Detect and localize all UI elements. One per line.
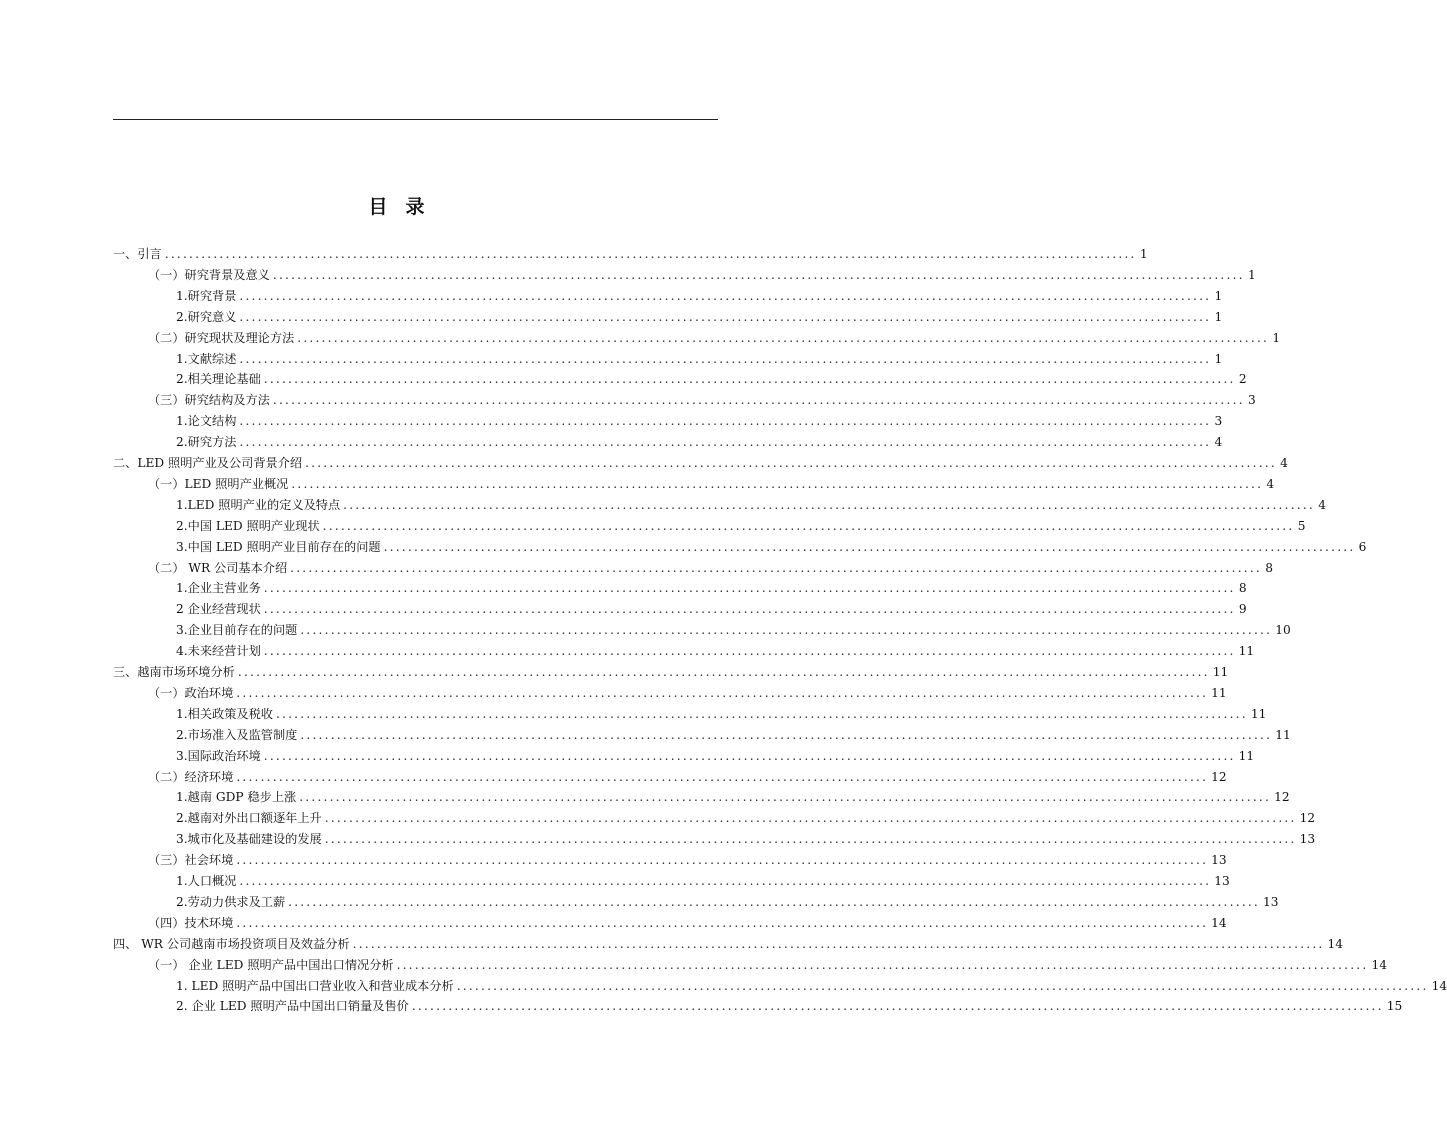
- toc-leader-dots: ................................................................................................................................................................: [411, 999, 1384, 1014]
- toc-entry[interactable]: [176, 976, 1447, 997]
- toc-entry[interactable]: [148, 683, 1227, 704]
- toc-title-char-2: 录: [405, 196, 425, 218]
- toc-entry-page-number: 4: [1318, 497, 1326, 512]
- toc-entry[interactable]: [176, 725, 1291, 746]
- toc-leader-dots: ................................................................................................................................................................: [239, 435, 1212, 450]
- toc-leader-dots: ................................................................................................................................................................: [352, 936, 1325, 951]
- toc-entry-page-number: 14: [1211, 915, 1227, 930]
- toc-leader-dots: ................................................................................................................................................................: [239, 414, 1212, 429]
- toc-entry[interactable]: [113, 934, 1344, 955]
- toc-leader-dots: ................................................................................................................................................................: [239, 351, 1212, 366]
- toc-entry-page-number: 1: [1214, 288, 1223, 303]
- toc-leader-dots: ................................................................................................................................................................: [263, 372, 1236, 387]
- toc-entry-label: 3.中国 LED 照明产业目前存在的问题: [176, 539, 381, 554]
- toc-entry-page-number: 5: [1297, 518, 1306, 533]
- toc-entry[interactable]: [148, 474, 1275, 495]
- toc-entry-label: 1.人口概况: [176, 874, 237, 888]
- toc-leader-dots: ................................................................................................................................................................: [239, 288, 1212, 303]
- toc-entry-page-number: 13: [1299, 832, 1316, 847]
- toc-entry-page-number: 11: [1211, 685, 1227, 700]
- toc-entry-label: 2. 企业 LED 照明产品中国出口销量及售价: [176, 999, 409, 1014]
- toc-entry-label: （二）经济环境: [148, 769, 234, 784]
- toc-entry[interactable]: [148, 558, 1273, 579]
- toc-entry[interactable]: [176, 599, 1247, 620]
- toc-entry-label: 四、 WR 公司越南市场投资项目及效益分析: [113, 936, 350, 951]
- toc-entry-label: （一）LED 照明产业概况: [148, 476, 289, 491]
- toc-entry-label: 2 企业经营现状: [176, 602, 261, 617]
- toc-leader-dots: ................................................................................................................................................................: [305, 456, 1277, 470]
- toc-leader-dots: ................................................................................................................................................................: [322, 518, 1295, 533]
- toc-entry-page-number: 1: [1272, 330, 1281, 345]
- toc-entry-label: 2.研究意义: [176, 309, 237, 324]
- toc-entry-label: （一）研究背景及意义: [148, 267, 270, 282]
- toc-leader-dots: ................................................................................................................................................................: [297, 330, 1270, 345]
- toc-leader-dots: ................................................................................................................................................................: [236, 853, 1209, 868]
- toc-entry-label: （一） 企业 LED 照明产品中国出口情况分析: [148, 957, 394, 972]
- toc-leader-dots: ................................................................................................................................................................: [236, 769, 1209, 784]
- toc-entry-label: 2.研究方法: [176, 435, 237, 450]
- toc-entry-page-number: 1: [1214, 309, 1223, 324]
- toc-entry-label: 2.相关理论基础: [176, 372, 261, 387]
- toc-entry-page-number: 11: [1238, 748, 1255, 763]
- toc-entry-page-number: 8: [1238, 581, 1247, 596]
- toc-leader-dots: ................................................................................................................................................................: [275, 706, 1248, 721]
- toc-leader-dots: ................................................................................................................................................................: [300, 727, 1273, 742]
- toc-leader-dots: ................................................................................................................................................................: [456, 978, 1429, 993]
- toc-entry[interactable]: [176, 704, 1267, 725]
- toc-leader-dots: ................................................................................................................................................................: [324, 811, 1297, 826]
- toc-entry[interactable]: [148, 767, 1227, 788]
- toc-entry-page-number: 11: [1238, 644, 1255, 659]
- toc-title-char-1: 目: [368, 196, 388, 218]
- toc-entry[interactable]: [148, 955, 1387, 976]
- toc-leader-dots: ................................................................................................................................................................: [272, 393, 1245, 408]
- toc-entry[interactable]: [176, 286, 1223, 307]
- toc-entry[interactable]: [176, 516, 1306, 537]
- toc-entry[interactable]: [176, 892, 1279, 913]
- toc-entry-label: 1. LED 照明产品中国出口营业收入和营业成本分析: [176, 978, 454, 993]
- toc-leader-dots: ................................................................................................................................................................: [239, 309, 1212, 324]
- toc-entry[interactable]: [148, 265, 1256, 286]
- toc-entry[interactable]: [176, 829, 1316, 850]
- toc-entry-page-number: 1: [1247, 267, 1256, 282]
- toc-entry-label: 1.论文结构: [176, 414, 237, 429]
- toc-leader-dots: ................................................................................................................................................................: [291, 476, 1264, 491]
- toc-title: [0, 192, 793, 219]
- toc-leader-dots: ................................................................................................................................................................: [263, 644, 1236, 659]
- toc-entry-label: （三）社会环境: [148, 853, 234, 868]
- toc-entry[interactable]: [113, 453, 1288, 474]
- toc-entry-page-number: 12: [1274, 790, 1290, 805]
- toc-entry-page-number: 9: [1238, 602, 1247, 617]
- toc-entry[interactable]: [176, 537, 1367, 558]
- toc-entry-label: 3.城市化及基础建设的发展: [176, 832, 322, 847]
- toc-entry-label: 1.企业主营业务: [176, 581, 261, 596]
- toc-entry[interactable]: [176, 808, 1316, 829]
- toc-entry-page-number: 2: [1238, 372, 1247, 387]
- header-rule: [113, 119, 718, 120]
- toc-entry-label: 2.劳动力供求及工薪: [176, 894, 286, 909]
- toc-entry-page-number: 12: [1299, 811, 1316, 826]
- toc-entry[interactable]: [148, 913, 1227, 934]
- toc-entry-page-number: 13: [1263, 894, 1279, 909]
- toc-entry[interactable]: [176, 411, 1223, 432]
- toc-leader-dots: ................................................................................................................................................................: [263, 581, 1236, 596]
- toc-entry[interactable]: [176, 495, 1326, 516]
- toc-entry[interactable]: [113, 662, 1229, 683]
- toc-entry-label: 2.市场准入及监管制度: [176, 727, 298, 742]
- toc-leader-dots: ................................................................................................................................................................: [299, 790, 1272, 805]
- toc-entry-page-number: 1: [1214, 351, 1223, 366]
- toc-entry-label: （二） WR 公司基本介绍: [148, 560, 288, 575]
- toc-entry-page-number: 14: [1327, 936, 1344, 951]
- toc-entry[interactable]: [176, 578, 1247, 599]
- toc-entry-page-number: 13: [1214, 874, 1230, 888]
- toc-entry[interactable]: [176, 307, 1223, 328]
- toc-leader-dots: ................................................................................................................................................................: [164, 247, 1137, 261]
- toc-entry[interactable]: [176, 871, 1230, 892]
- toc-leader-dots: ................................................................................................................................................................: [239, 874, 1212, 888]
- toc-entry-page-number: 1: [1139, 247, 1148, 261]
- toc-entry[interactable]: [176, 787, 1290, 808]
- toc-entry-label: 1.相关政策及税收: [176, 706, 273, 721]
- toc-entry-label: （四）技术环境: [148, 915, 234, 930]
- toc-entry-page-number: 10: [1275, 623, 1291, 638]
- toc-entry[interactable]: [176, 641, 1255, 662]
- toc-leader-dots: ................................................................................................................................................................: [263, 748, 1236, 763]
- toc-entry-label: 1.LED 照明产业的定义及特点: [176, 497, 341, 512]
- toc-entry-label: 3.企业目前存在的问题: [176, 623, 298, 638]
- toc-entry-page-number: 3: [1247, 393, 1256, 408]
- toc-entry[interactable]: [176, 349, 1223, 370]
- toc-entry-label: 2.越南对外出口额逐年上升: [176, 811, 322, 826]
- toc-leader-dots: ................................................................................................................................................................: [343, 497, 1315, 512]
- toc-leader-dots: ................................................................................................................................................................: [263, 602, 1236, 617]
- toc-entry-page-number: 13: [1211, 853, 1227, 868]
- toc-entry-label: 一、引言: [113, 247, 162, 261]
- toc-entry-page-number: 8: [1265, 560, 1273, 575]
- toc-entry[interactable]: [148, 390, 1256, 411]
- toc-entry-page-number: 3: [1214, 414, 1223, 429]
- toc-entry[interactable]: [176, 369, 1247, 390]
- toc-entry-page-number: 6: [1358, 539, 1367, 554]
- toc-entry[interactable]: [113, 244, 1148, 265]
- toc-entry[interactable]: [148, 850, 1227, 871]
- toc-leader-dots: ................................................................................................................................................................: [236, 685, 1209, 700]
- toc-entry-page-number: 4: [1266, 476, 1275, 491]
- toc-entry-page-number: 12: [1211, 769, 1227, 784]
- toc-entry-label: 二、LED 照明产业及公司背景介绍: [113, 456, 303, 470]
- toc-entry-label: （一）政治环境: [148, 685, 234, 700]
- toc-leader-dots: ................................................................................................................................................................: [237, 665, 1210, 679]
- toc-entry-label: 1.文献综述: [176, 351, 237, 366]
- toc-entry-label: 3.国际政治环境: [176, 748, 261, 763]
- toc-leader-dots: ................................................................................................................................................................: [236, 915, 1209, 930]
- toc-entry-label: （三）研究结构及方法: [148, 393, 270, 408]
- toc-entry-page-number: 14: [1371, 957, 1387, 972]
- toc-entry-label: 2.中国 LED 照明产业现状: [176, 518, 320, 533]
- toc-entry-page-number: 11: [1250, 706, 1267, 721]
- toc-leader-dots: ................................................................................................................................................................: [290, 560, 1262, 575]
- toc-leader-dots: ................................................................................................................................................................: [300, 623, 1273, 638]
- toc-leader-dots: ................................................................................................................................................................: [383, 539, 1356, 554]
- toc-leader-dots: ................................................................................................................................................................: [396, 957, 1369, 972]
- toc-entry-label: 三、越南市场环境分析: [113, 665, 235, 679]
- toc-entry[interactable]: [176, 996, 1403, 1017]
- toc-entry-label: （二）研究现状及理论方法: [148, 330, 295, 345]
- toc-entry-label: 1.越南 GDP 稳步上涨: [176, 790, 297, 805]
- toc-entry-page-number: 14: [1431, 978, 1447, 993]
- toc-leader-dots: ................................................................................................................................................................: [324, 832, 1297, 847]
- toc-entry-label: 1.研究背景: [176, 288, 237, 303]
- toc-entry-page-number: 4: [1214, 435, 1223, 450]
- toc-entry-page-number: 15: [1386, 999, 1403, 1014]
- toc-leader-dots: ................................................................................................................................................................: [288, 894, 1260, 909]
- toc-entry[interactable]: [148, 328, 1281, 349]
- toc-entry[interactable]: [176, 746, 1255, 767]
- toc-entry-page-number: 11: [1275, 727, 1291, 742]
- toc-entry-page-number: 4: [1280, 456, 1288, 470]
- toc-entry[interactable]: [176, 620, 1291, 641]
- toc-entry-label: 4.未来经营计划: [176, 644, 261, 659]
- toc-leader-dots: ................................................................................................................................................................: [272, 267, 1245, 282]
- toc-entry-page-number: 11: [1212, 665, 1229, 679]
- toc-entry[interactable]: [176, 432, 1223, 453]
